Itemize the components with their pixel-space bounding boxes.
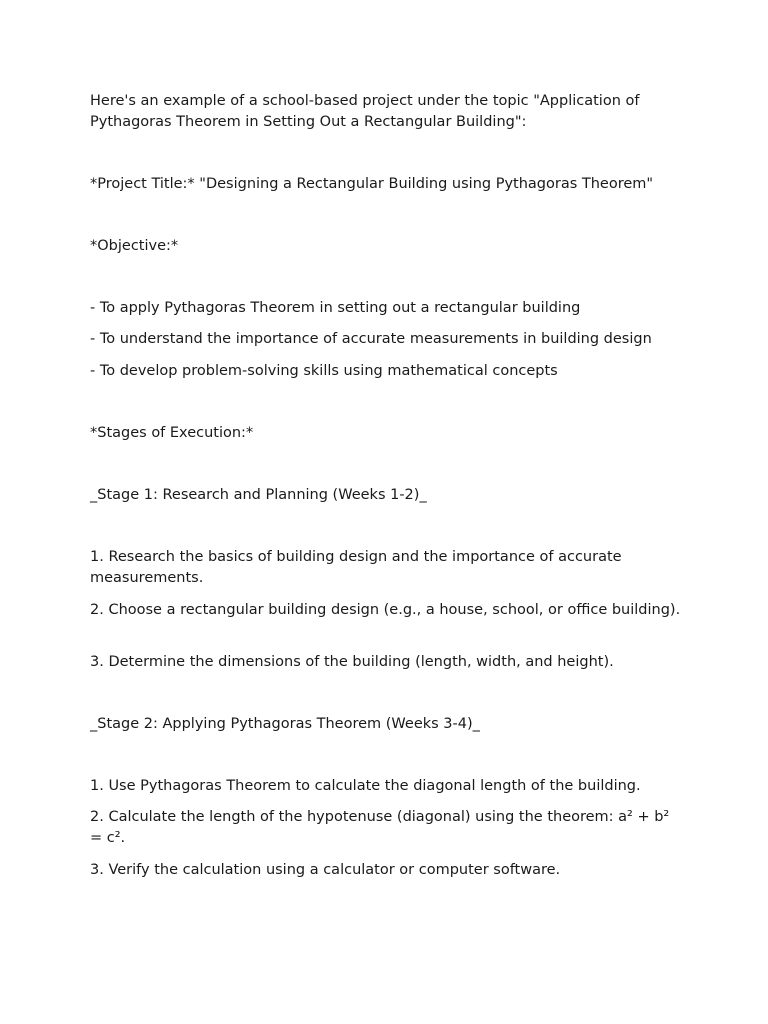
stage2-item: 3. Verify the calculation using a calculator or computer software. [90, 862, 561, 878]
objective-item: - To apply Pythagoras Theorem in setting out a rectangular building [90, 300, 581, 316]
objective-heading: *Objective:* [90, 238, 179, 254]
stages-heading: *Stages of Execution:* [90, 425, 254, 441]
stage1-item: 2. Choose a rectangular building design (e.g., a house, school, or office building). [90, 602, 681, 618]
objective-item: - To understand the importance of accurate measurements in building design [90, 331, 652, 347]
stage2-heading: _Stage 2: Applying Pythagoras Theorem (Weeks 3-4)_ [90, 716, 480, 732]
intro-paragraph: Here's an example of a school-based project under the topic "Application of Pythagoras Theorem in Setting Out a Rectangular Building": [90, 93, 640, 130]
project-title: *Project Title:* "Designing a Rectangular Building using Pythagoras Theorem" [90, 176, 654, 192]
objective-item: - To develop problem-solving skills using mathematical concepts [90, 363, 558, 379]
stage1-item: 1. Research the basics of building design and the importance of accurate measurements. [90, 549, 622, 586]
stage2-item: 2. Calculate the length of the hypotenuse (diagonal) using the theorem: a² + b² = c². [90, 809, 670, 846]
stage1-heading: _Stage 1: Research and Planning (Weeks 1-2)_ [90, 487, 427, 503]
stage1-item: 3. Determine the dimensions of the building (length, width, and height). [90, 654, 614, 670]
stage2-item: 1. Use Pythagoras Theorem to calculate the diagonal length of the building. [90, 778, 641, 794]
